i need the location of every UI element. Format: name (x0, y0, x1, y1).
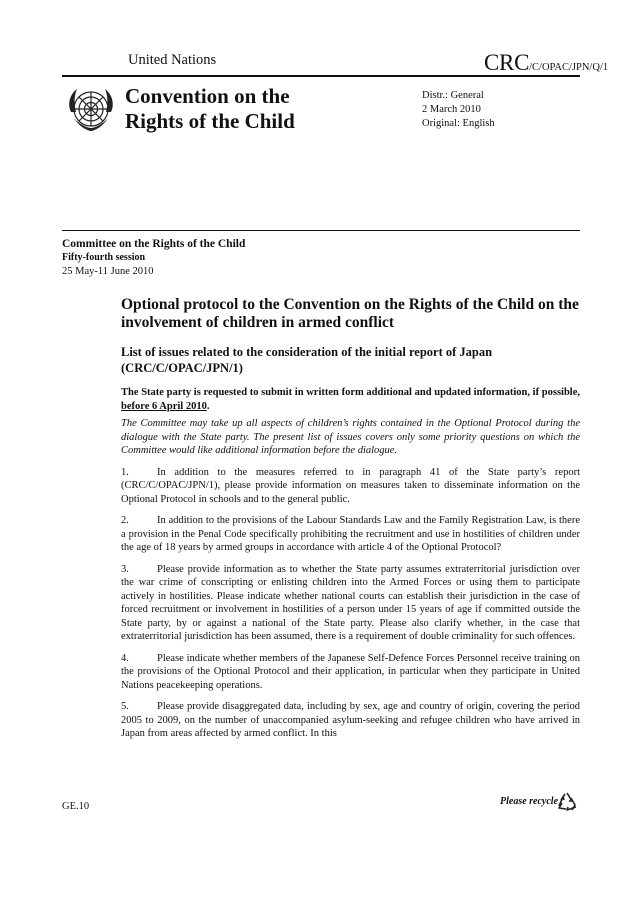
request-text: The State party is requested to submit in written form additional and updated information, if possible, (121, 387, 580, 398)
committee-note: The Committee may take up all aspects of children’s rights contained in the Optional Protocol during the dialogue with the State party. The present list of issues covers only some priority questions on which the Committee would like additional information before the dialogue. (121, 418, 580, 456)
paragraph-text: In addition to the measures referred to in paragraph 41 of the State party’s report (CRC/C/OPAC/JPN/1), please provide information on measures taken to disseminate information on the Optional Protocol in schools and to the general public. (121, 466, 580, 505)
issue-paragraph (121, 514, 580, 555)
un-emblem-icon (64, 82, 118, 136)
paragraph-number: 1. (121, 466, 129, 478)
request-end: . (206, 400, 210, 412)
paragraph-number: 5. (121, 701, 129, 712)
issue-paragraph (121, 700, 580, 741)
session-name: Fifty-fourth session (62, 252, 146, 263)
issue-paragraph (121, 466, 580, 507)
document-body (121, 296, 580, 749)
symbol-rest: /C/OPAC/JPN/Q/1 (529, 62, 609, 73)
paragraph-number: 4. (121, 652, 129, 664)
document-symbol (484, 50, 608, 76)
request-paragraph (121, 386, 580, 413)
paragraph-text: In addition to the provisions of the Labour Standards Law and the Family Registration Law, is there a provision in the Penal Code specifically prohibiting the recruitment and use in hostilities of children under the age of 18 years by armed groups in accordance with article 4 of the Optional Protocol? (121, 515, 580, 553)
issue-paragraph (121, 563, 580, 644)
convention-title-line2: Rights of the Child (125, 109, 295, 133)
paragraph-text: Please provide disaggregated data, including by sex, age and country of origin, covering the period 2005 to 2009, on the number of unaccompanied asylum-seeking and refugee children who have arrived in Japan from areas affected by armed conflict. In this (121, 701, 580, 739)
distribution-block (422, 89, 495, 131)
recycle-label: Please recycle (500, 796, 559, 807)
paragraph-number: 2. (121, 515, 129, 526)
paragraph-text: Please provide information as to whether the State party assumes extraterritorial jurisdiction over the war crime of conscripting or enlisting children into the Armed Forces or using them to participate actively in hostilities. Please indicate whether national courts can establish their jurisdiction in the case of forced recruitment or involvement in hostilities of a person under 15 years of age if committed outside the State party, by or against a national of the State party. Please also clarify whether, in the case that extraterritorial jurisdiction has been assumed, there is a requirement of double criminality for such offences. (121, 563, 580, 642)
paragraph-number: 3. (121, 563, 129, 575)
committee-name: Committee on the Rights of the Child (62, 238, 246, 250)
committee-block (62, 237, 245, 279)
session-dates: 25 May-11 June 2010 (62, 266, 154, 277)
recycle-icon (556, 791, 578, 813)
paragraph-text: Please indicate whether members of the Japanese Self-Defence Forces Personnel receive training on the provisions of the Optional Protocol and their application, in particular when they participate in United Nations peacekeeping operations. (121, 652, 580, 691)
issue-paragraph (121, 652, 580, 693)
issues-title: List of issues related to the consideration of the initial report of Japan (CRC/C/OPAC/JPN/1) (121, 345, 493, 375)
organization-name: United Nations (128, 52, 217, 68)
distribution: Distr.: General (422, 90, 484, 101)
job-number: GE.10 (62, 801, 90, 812)
section-rule (62, 230, 580, 231)
issue-date: 2 March 2010 (422, 104, 481, 115)
convention-title-line1: Convention on the (125, 84, 290, 108)
original-language: Original: English (422, 118, 495, 129)
request-deadline: before 6 April 2010 (121, 400, 207, 412)
symbol-main: CRC (484, 50, 530, 75)
convention-title (125, 84, 295, 134)
header-rule (62, 75, 580, 77)
protocol-title: Optional protocol to the Convention on the Rights of the Child on the involvement of children in armed conflict (121, 296, 579, 331)
